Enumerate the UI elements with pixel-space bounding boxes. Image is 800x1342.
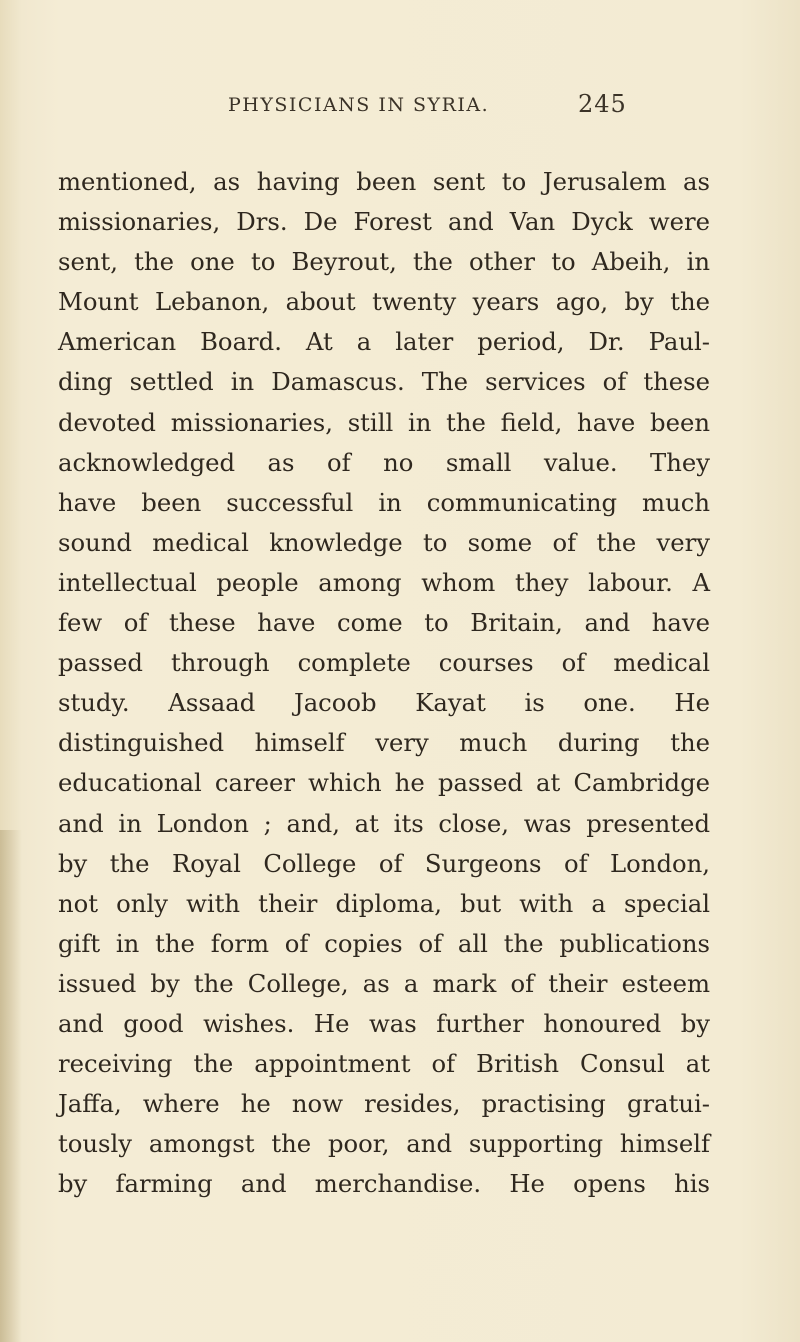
text-line: few of these have come to Britain, and have bbox=[58, 608, 710, 638]
text-line: passed through complete courses of medical bbox=[58, 648, 710, 678]
text-line: not only with their diploma, but with a special bbox=[58, 888, 710, 918]
text-line: by the Royal College of Surgeons of London, bbox=[58, 848, 710, 878]
text-line: tously amongst the poor, and supporting himself bbox=[58, 1129, 710, 1159]
text-line: have been successful in communicating much bbox=[58, 487, 710, 517]
text-line: issued by the College, as a mark of their esteem bbox=[58, 968, 710, 998]
text-line: distinguished himself very much during the bbox=[58, 728, 710, 758]
text-line: ding settled in Damascus. The services of these bbox=[58, 367, 710, 397]
text-line: mentioned, as having been sent to Jerusalem as bbox=[58, 167, 710, 196]
text-line: receiving the appointment of British Consul at bbox=[58, 1049, 710, 1079]
text-line: acknowledged as of no small value. They bbox=[58, 447, 710, 477]
text-line: Mount Lebanon, about twenty years ago, by the bbox=[58, 287, 710, 317]
text-line: devoted missionaries, still in the field, have been bbox=[58, 407, 710, 437]
text-line: study. Assaad Jacoob Kayat is one. He bbox=[58, 688, 710, 718]
running-head-title: PHYSICIANS IN SYRIA. bbox=[228, 94, 490, 116]
page-number: 245 bbox=[578, 90, 627, 118]
text-line: by farming and merchandise. He opens his bbox=[58, 1169, 710, 1199]
running-head bbox=[0, 90, 800, 134]
text-line: sound medical knowledge to some of the very bbox=[58, 527, 710, 557]
text-line: and in London ; and, at its close, was presented bbox=[58, 808, 710, 838]
text-line: missionaries, Drs. De Forest and Van Dyck were bbox=[58, 207, 710, 237]
text-line: intellectual people among whom they labour. A bbox=[58, 567, 710, 597]
text-line: gift in the form of copies of all the publications bbox=[58, 928, 710, 958]
text-line: and good wishes. He was further honoured by bbox=[58, 1008, 710, 1038]
text-line: American Board. At a later period, Dr. Paul- bbox=[58, 327, 710, 357]
text-line: educational career which he passed at Cambridge bbox=[58, 768, 710, 798]
text-line: Jaffa, where he now resides, practising gratui- bbox=[58, 1089, 710, 1119]
body-text bbox=[58, 162, 710, 1204]
page-edge-shadow bbox=[0, 830, 22, 1342]
text-line: sent, the one to Beyrout, the other to Abeih, in bbox=[58, 247, 710, 277]
